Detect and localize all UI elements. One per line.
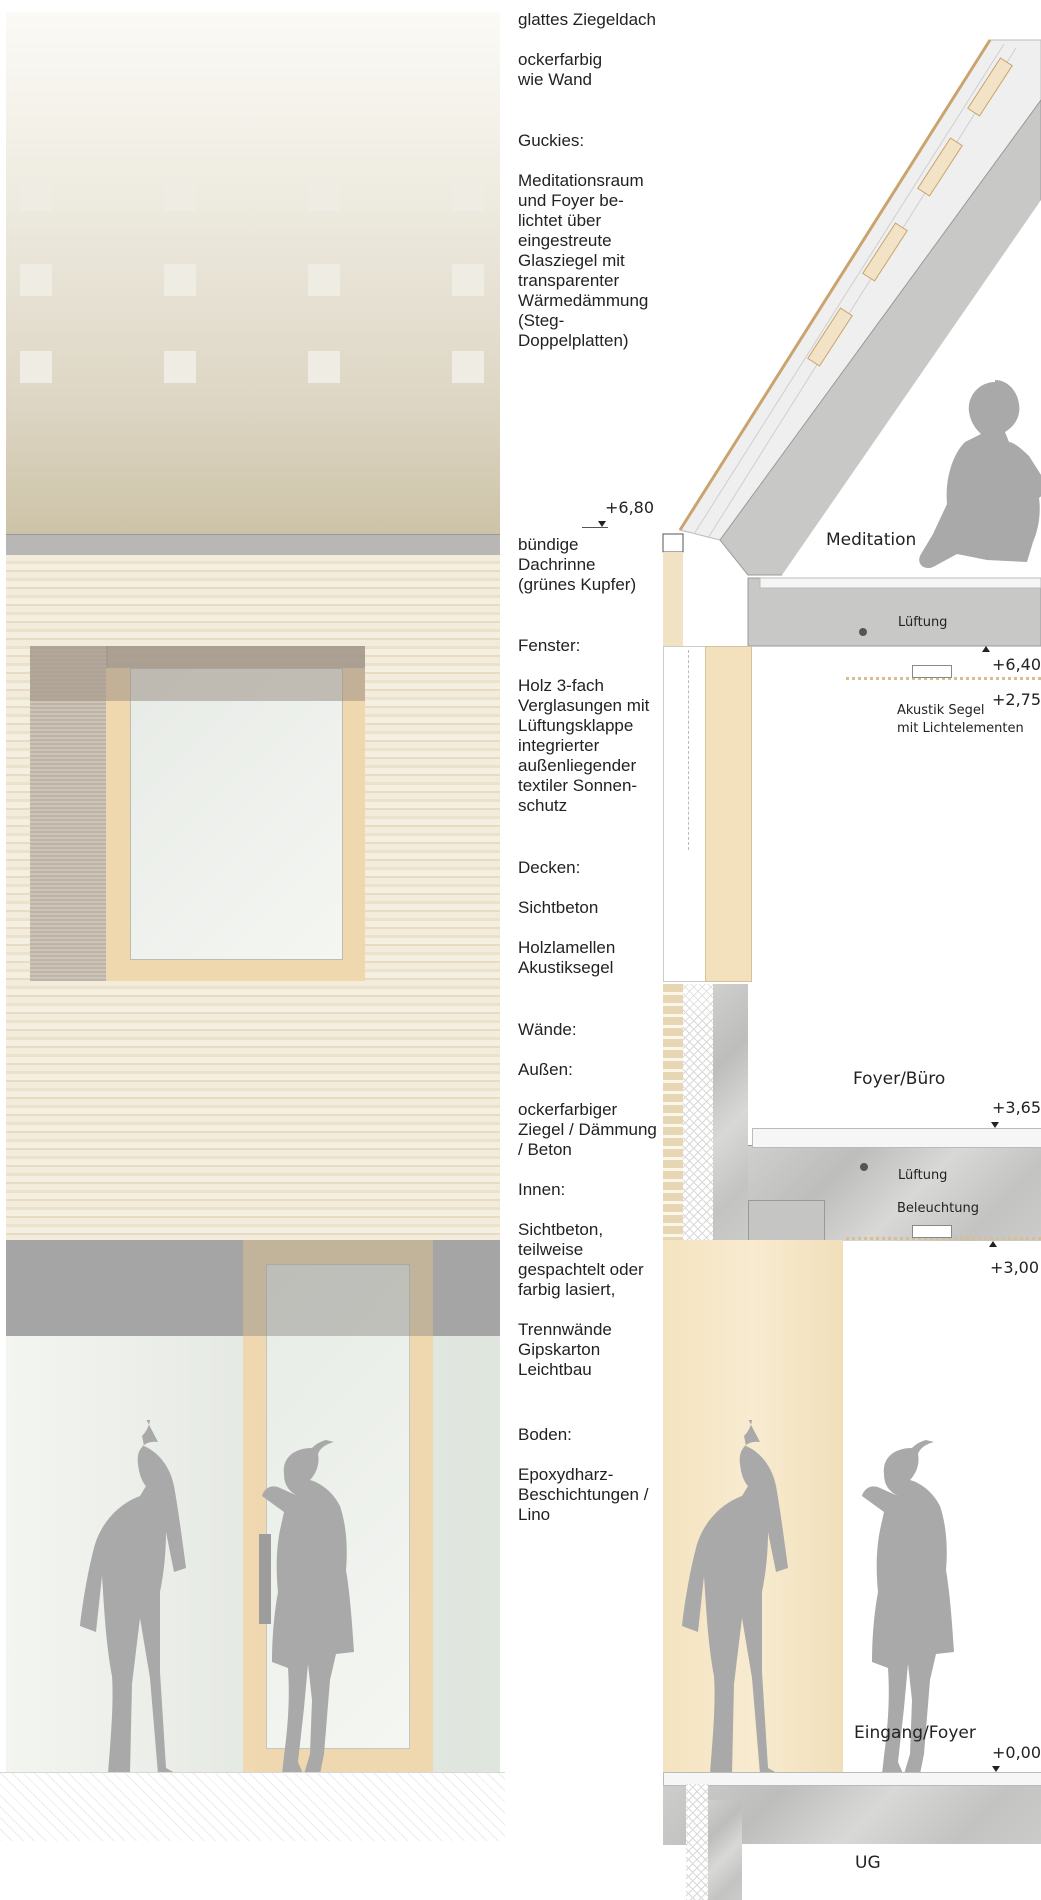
note-floor	[518, 1425, 668, 1525]
glass-tile	[452, 264, 484, 296]
basement-wall-concrete	[708, 1800, 742, 1900]
note-floor-text: Epoxydharz- Beschichtungen / Lino	[518, 1465, 649, 1524]
level-first-floor: +3,65	[992, 1098, 1041, 1117]
window-head-overlay	[106, 646, 365, 701]
window-glass	[130, 668, 343, 960]
room-meditation: Meditation	[826, 530, 917, 550]
note-guckies-text: Meditationsraum und Foyer be- lichtet über eingestreute Glasziegel mit transparenter Wärmedämmung (Steg- Doppelplatten)	[518, 171, 649, 350]
middle-floor-finish	[752, 1128, 1041, 1148]
glass-tile	[452, 179, 484, 211]
basement-wall-insulation	[686, 1784, 708, 1900]
window-elevation	[30, 646, 365, 981]
note-window-title: Fenster:	[518, 636, 581, 655]
note-outside-title: Außen:	[518, 1060, 573, 1079]
note-ceiling-acoustic: Holzlamellen Akustiksegel	[518, 938, 616, 977]
note-window	[518, 636, 668, 816]
acoustic-sail-label: Akustik Segel mit Lichtelementen	[897, 703, 1024, 736]
lighting-label: Beleuchtung	[897, 1201, 979, 1216]
note-guckies-title: Guckies:	[518, 131, 585, 150]
note-ceiling-title: Decken:	[518, 858, 581, 877]
note-outside-text: ockerfarbiger Ziegel / Dämmung / Beton	[518, 1100, 657, 1159]
gutter-box	[663, 534, 683, 552]
window-section-reveal	[705, 646, 752, 982]
glass-tile	[164, 264, 196, 296]
note-ceiling	[518, 858, 668, 978]
lower-wall-concrete	[713, 984, 748, 1240]
note-roof-color-text: ockerfarbig wie Wand	[518, 50, 603, 89]
room-basement: UG	[855, 1853, 881, 1873]
ground-hatch	[0, 1772, 505, 1841]
glass-tile	[20, 179, 52, 211]
level-marker-icon	[989, 1241, 997, 1247]
note-walls	[518, 1020, 668, 1380]
note-guckies	[518, 131, 668, 351]
section-view	[660, 0, 1041, 1900]
elevation-view	[0, 0, 505, 1900]
glass-tile	[308, 264, 340, 296]
person-silhouette	[80, 1420, 186, 1780]
level-line	[582, 527, 608, 528]
glass-tile	[308, 179, 340, 211]
person-silhouettes-section	[660, 1420, 1041, 1780]
lower-wall-brick	[663, 984, 683, 1240]
note-inside-title: Innen:	[518, 1180, 566, 1199]
note-roof-material: glattes Ziegeldach	[518, 10, 656, 29]
upper-wall-brick	[663, 552, 683, 646]
beam-downstand	[748, 1200, 825, 1242]
basement-room	[742, 1844, 1041, 1900]
glass-tile	[164, 351, 196, 383]
window-section-dash	[688, 650, 689, 850]
note-floor-title: Boden:	[518, 1425, 572, 1444]
level-marker-icon	[991, 1122, 999, 1128]
person-silhouettes-elevation	[0, 1420, 505, 1780]
glass-tile	[20, 264, 52, 296]
note-inside-text: Sichtbeton, teilweise gespachtelt oder farbig lasiert,	[518, 1220, 644, 1299]
door-top-overlay	[243, 1240, 433, 1336]
person-silhouette	[682, 1420, 788, 1780]
level-marker-icon	[992, 1766, 1000, 1772]
window-section-frame	[663, 646, 707, 982]
level-ground: +0,00	[992, 1743, 1041, 1762]
light-element	[912, 665, 952, 678]
room-foyer-office: Foyer/Büro	[853, 1069, 946, 1089]
level-roof-edge: +6,80	[605, 498, 655, 517]
level-first-ceiling: +3,00	[990, 1258, 1040, 1277]
note-roof	[518, 10, 668, 30]
meditating-person-silhouette	[915, 380, 1041, 580]
ventilation-label-lower: Lüftung	[898, 1168, 948, 1183]
glass-tile	[308, 351, 340, 383]
glass-tile	[164, 179, 196, 211]
level-marker-icon	[982, 646, 990, 652]
lower-wall-insulation	[683, 984, 713, 1240]
gutter-band	[6, 534, 500, 556]
glass-tile	[20, 351, 52, 383]
ground-slab-finish	[663, 1772, 1041, 1786]
note-partition-text: Trennwände Gipskarton Leichtbau	[518, 1320, 612, 1379]
glass-tile-grid	[6, 12, 500, 534]
note-window-text: Holz 3-fach Verglasungen mit Lüftungsklappe integrierter außenliegender textiler Sonnen- schutz	[518, 676, 650, 815]
ventilation-duct-icon	[860, 1163, 868, 1171]
note-walls-title: Wände:	[518, 1020, 577, 1039]
ventilation-duct-icon	[859, 628, 867, 636]
note-roof-color	[518, 50, 668, 90]
light-element	[912, 1225, 952, 1238]
ventilation-label-upper: Lüftung	[898, 615, 948, 630]
note-gutter-text: bündige Dachrinne (grünes Kupfer)	[518, 535, 637, 594]
room-entrance: Eingang/Foyer	[854, 1723, 976, 1743]
level-top-floor: +6,40	[992, 655, 1041, 674]
note-gutter	[518, 535, 668, 595]
person-silhouette	[262, 1440, 354, 1776]
glass-tile	[452, 351, 484, 383]
level-sail: +2,75	[992, 690, 1041, 709]
note-ceiling-concrete: Sichtbeton	[518, 898, 599, 917]
